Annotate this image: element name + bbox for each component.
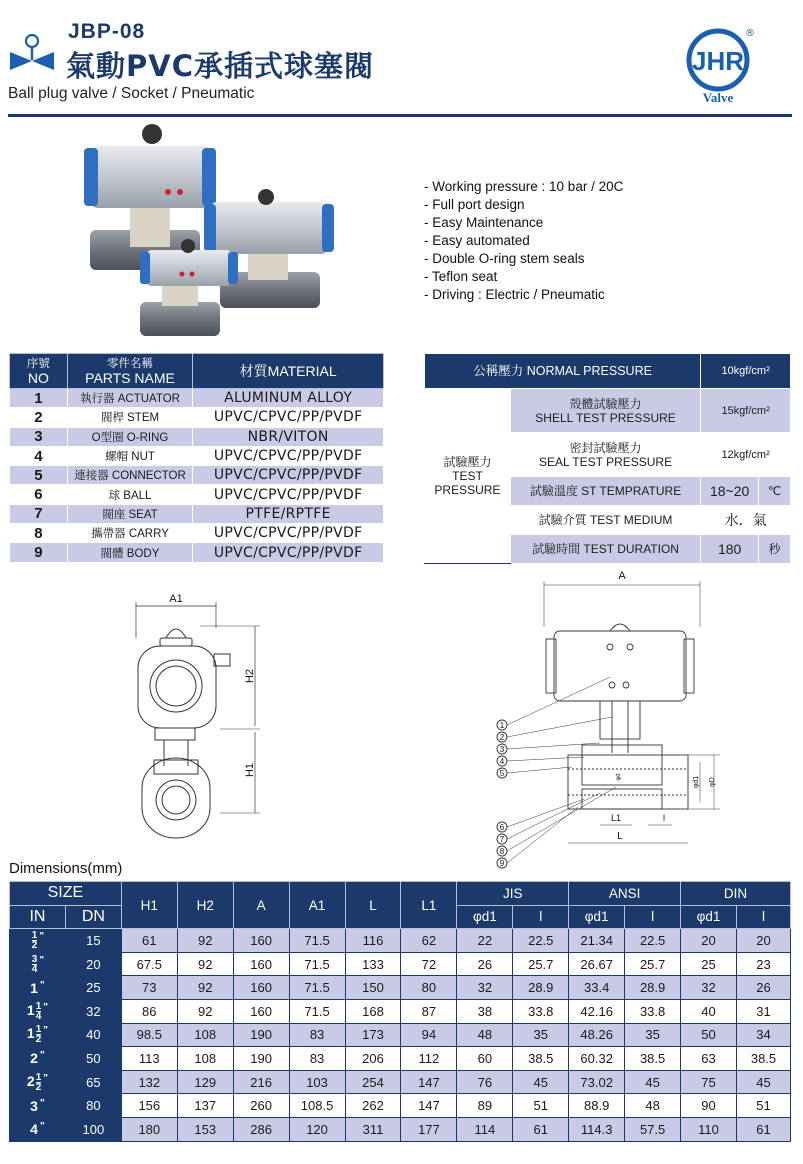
- parts-cell-material: ALUMINUM ALLOY: [193, 389, 384, 408]
- dimension-cell: 216: [233, 1070, 289, 1094]
- dim-d1-label: φd1: [693, 775, 700, 789]
- dimension-cell: 45: [737, 1070, 791, 1094]
- dimension-cell: 26: [457, 952, 513, 976]
- test-duration-label: 試驗時間 TEST DURATION: [510, 535, 700, 564]
- dimensions-title: Dimensions(mm): [9, 860, 123, 877]
- dimension-row: [10, 952, 791, 976]
- head-l1: L1: [401, 882, 457, 929]
- dimension-cell: 92: [177, 999, 233, 1023]
- callout-group: [497, 677, 616, 868]
- parts-head-no: 序號 NO: [10, 354, 68, 389]
- dimension-cell: 173: [345, 1023, 401, 1047]
- dimension-cell: 73.02: [569, 1070, 625, 1094]
- callout-8: 8: [499, 847, 505, 856]
- dimension-cell: 311: [345, 1117, 401, 1141]
- dimension-cell: 22: [457, 929, 513, 953]
- dim-d-label: φD: [709, 777, 716, 787]
- dimension-cell: 25.7: [513, 952, 569, 976]
- dimension-cell: 92: [177, 976, 233, 1000]
- dimension-cell: 20: [737, 929, 791, 953]
- dimension-cell: 60.32: [569, 1047, 625, 1071]
- dimension-cell: 262: [345, 1094, 401, 1118]
- callout-2: 2: [499, 733, 505, 742]
- dimension-cell: 76: [457, 1070, 513, 1094]
- head-jis-d1: φd1: [457, 905, 513, 929]
- dimension-cell: 32: [457, 976, 513, 1000]
- dimension-row: [10, 1117, 791, 1141]
- side-view-drawing: [120, 588, 290, 863]
- dimension-cell: 206: [345, 1047, 401, 1071]
- callout-4: 4: [499, 757, 505, 766]
- dimension-cell: 108: [177, 1023, 233, 1047]
- parts-head-material: 材質MATERIAL: [193, 354, 384, 389]
- dimension-cell: 72: [401, 952, 457, 976]
- dimension-cell: 38.5: [625, 1047, 681, 1071]
- dimension-cell: 40: [681, 999, 737, 1023]
- registered-mark: ®: [745, 28, 755, 39]
- dimensions-table: [9, 881, 791, 1142]
- callout-6: 6: [499, 823, 505, 832]
- head-h2: H2: [177, 882, 233, 929]
- parts-row: [10, 504, 384, 523]
- parts-row: [10, 524, 384, 543]
- parts-cell-name: 螺帽 NUT: [67, 446, 193, 465]
- parts-cell-no: 5: [10, 466, 68, 485]
- head-din-d1: φd1: [681, 905, 737, 929]
- dimension-cell: 71.5: [289, 929, 345, 953]
- dimension-cell: 156: [121, 1094, 177, 1118]
- parts-cell-no: 9: [10, 543, 68, 562]
- parts-table: [9, 353, 384, 563]
- dimension-cell: 63: [681, 1047, 737, 1071]
- dimension-cell: 67.5: [121, 952, 177, 976]
- head-ansi: ANSI: [569, 882, 681, 906]
- dimension-cell: 129: [177, 1070, 233, 1094]
- normal-pressure-value: 10kgf/cm²: [701, 354, 791, 389]
- dimension-cell: 71.5: [289, 976, 345, 1000]
- parts-cell-material: PTFE/RPTFE: [193, 504, 384, 523]
- dimension-cell: 51: [737, 1094, 791, 1118]
- size-inch: 2 $\frac{1}{2}$ ": [10, 1070, 66, 1094]
- dimension-cell: 147: [401, 1070, 457, 1094]
- product-subtitle: Ball plug valve / Socket / Pneumatic: [8, 85, 255, 102]
- test-duration-unit: 秒: [759, 535, 791, 564]
- size-inch: $\frac{3}{4}$ ": [10, 952, 66, 976]
- dimension-cell: 38: [457, 999, 513, 1023]
- parts-cell-name: 閥體 BODY: [67, 543, 193, 562]
- size-inch: 1 $\frac{1}{4}$ ": [10, 999, 66, 1023]
- dimension-cell: 89: [457, 1094, 513, 1118]
- dimension-cell: 160: [233, 999, 289, 1023]
- dim-small-l-label: l: [663, 813, 665, 823]
- parts-cell-no: 2: [10, 408, 68, 427]
- head-l: L: [345, 882, 401, 929]
- dimension-cell: 92: [177, 929, 233, 953]
- dim-l-label: L: [617, 831, 623, 842]
- dimension-cell: 26: [737, 976, 791, 1000]
- size-dn: 100: [65, 1117, 121, 1141]
- size-inch: 1 ": [10, 976, 66, 1000]
- test-medium-label: 試驗介質 TEST MEDIUM: [510, 506, 700, 535]
- dimension-cell: 25: [681, 952, 737, 976]
- dimension-cell: 73: [121, 976, 177, 1000]
- size-inch: $\frac{1}{2}$ ": [10, 929, 66, 953]
- test-temp-label: 試驗溫度 ST TEMPRATURE: [510, 477, 700, 506]
- dim-l1-label: L1: [610, 813, 622, 823]
- dimension-cell: 51: [513, 1094, 569, 1118]
- size-dn: 32: [65, 999, 121, 1023]
- dimension-cell: 147: [401, 1094, 457, 1118]
- dimension-cell: 137: [177, 1094, 233, 1118]
- dimension-cell: 61: [121, 929, 177, 953]
- head-din: DIN: [681, 882, 791, 906]
- parts-cell-material: UPVC/CPVC/PP/PVDF: [193, 485, 384, 504]
- dimension-cell: 28.9: [513, 976, 569, 1000]
- feature-item: - Easy automated: [424, 233, 530, 248]
- parts-row: [10, 427, 384, 446]
- dimension-cell: 35: [513, 1023, 569, 1047]
- dimension-cell: 35: [625, 1023, 681, 1047]
- dim-a-label: A: [618, 570, 626, 582]
- pressure-table: [424, 353, 791, 564]
- dimension-cell: 90: [681, 1094, 737, 1118]
- dimension-cell: 31: [737, 999, 791, 1023]
- callout-1: 1: [499, 721, 505, 730]
- logo-text: JHR: [691, 46, 745, 76]
- dimension-cell: 260: [233, 1094, 289, 1118]
- dimension-cell: 112: [401, 1047, 457, 1071]
- dimension-cell: 60: [457, 1047, 513, 1071]
- dimension-cell: 160: [233, 929, 289, 953]
- parts-cell-name: 球 BALL: [67, 485, 193, 504]
- dimension-cell: 38.5: [737, 1047, 791, 1071]
- size-inch: 1 $\frac{1}{2}$ ": [10, 1023, 66, 1047]
- dimension-cell: 33.4: [569, 976, 625, 1000]
- feature-list: [424, 178, 623, 304]
- dimension-cell: 45: [513, 1070, 569, 1094]
- dimension-cell: 150: [345, 976, 401, 1000]
- feature-item: - Driving : Electric / Pneumatic: [424, 287, 605, 302]
- parts-row: [10, 446, 384, 465]
- size-inch: 4 ": [10, 1117, 66, 1141]
- callout-3: 3: [499, 745, 505, 754]
- seal-test-label: 密封試驗壓力 SEAL TEST PRESSURE: [510, 433, 700, 477]
- parts-row: [10, 466, 384, 485]
- dimension-cell: 33.8: [625, 999, 681, 1023]
- callout-7: 7: [499, 835, 505, 844]
- dimension-cell: 116: [345, 929, 401, 953]
- dimension-cell: 286: [233, 1117, 289, 1141]
- dimension-cell: 22.5: [513, 929, 569, 953]
- dimension-cell: 48: [457, 1023, 513, 1047]
- logo-subtext: Valve: [702, 90, 734, 105]
- head-in: IN: [10, 905, 66, 929]
- dimension-cell: 114: [457, 1117, 513, 1141]
- seal-test-value: 12kgf/cm²: [701, 433, 791, 477]
- dimension-cell: 87: [401, 999, 457, 1023]
- dim-h2-label: H2: [244, 668, 256, 684]
- shell-test-label: 殼體試驗壓力 SHELL TEST PRESSURE: [510, 389, 700, 433]
- size-inch: 3 ": [10, 1094, 66, 1118]
- dimension-row: [10, 1023, 791, 1047]
- product-code: JBP-08: [68, 20, 146, 43]
- dimension-cell: 80: [401, 976, 457, 1000]
- dimension-cell: 48: [625, 1094, 681, 1118]
- header-divider: [8, 114, 792, 117]
- feature-item: - Easy Maintenance: [424, 215, 544, 230]
- dimension-cell: 42.16: [569, 999, 625, 1023]
- size-dn: 20: [65, 952, 121, 976]
- parts-cell-material: UPVC/CPVC/PP/PVDF: [193, 466, 384, 485]
- section-view-drawing: [488, 567, 728, 872]
- size-dn: 40: [65, 1023, 121, 1047]
- head-ansi-d1: φd1: [569, 905, 625, 929]
- size-dn: 65: [65, 1070, 121, 1094]
- dimension-cell: 110: [681, 1117, 737, 1141]
- dimension-cell: 61: [513, 1117, 569, 1141]
- test-medium-value: 水．氣: [701, 506, 791, 535]
- parts-cell-name: O型圈 O-RING: [67, 427, 193, 446]
- dimension-cell: 180: [121, 1117, 177, 1141]
- dimension-cell: 133: [345, 952, 401, 976]
- parts-cell-material: UPVC/CPVC/PP/PVDF: [193, 408, 384, 427]
- parts-cell-no: 6: [10, 485, 68, 504]
- dim-a1-label: A1: [169, 593, 183, 605]
- dimension-cell: 57.5: [625, 1117, 681, 1141]
- dimension-cell: 83: [289, 1047, 345, 1071]
- parts-cell-no: 8: [10, 524, 68, 543]
- dimension-row: [10, 929, 791, 953]
- dimension-cell: 132: [121, 1070, 177, 1094]
- parts-cell-name: 連接器 CONNECTOR: [67, 466, 193, 485]
- parts-cell-material: UPVC/CPVC/PP/PVDF: [193, 446, 384, 465]
- dimension-cell: 108: [177, 1047, 233, 1071]
- test-pressure-label: 試驗壓力 TEST PRESSURE: [425, 389, 511, 564]
- parts-cell-no: 7: [10, 504, 68, 523]
- parts-cell-name: 攜帶器 CARRY: [67, 524, 193, 543]
- feature-item: - Full port design: [424, 197, 525, 212]
- dimension-cell: 22.5: [625, 929, 681, 953]
- head-jis-l: l: [513, 905, 569, 929]
- head-dn: DN: [65, 905, 121, 929]
- parts-head-name: 零件名稱 PARTS NAME: [67, 354, 193, 389]
- dimension-cell: 62: [401, 929, 457, 953]
- dimension-cell: 120: [289, 1117, 345, 1141]
- dimension-cell: 190: [233, 1047, 289, 1071]
- dimension-cell: 83: [289, 1023, 345, 1047]
- test-temp-value: 18~20: [701, 477, 759, 506]
- size-dn: 50: [65, 1047, 121, 1071]
- product-photo: [70, 122, 340, 344]
- dimension-cell: 88.9: [569, 1094, 625, 1118]
- dimension-cell: 190: [233, 1023, 289, 1047]
- head-jis: JIS: [457, 882, 569, 906]
- dimension-cell: 177: [401, 1117, 457, 1141]
- parts-cell-material: UPVC/CPVC/PP/PVDF: [193, 543, 384, 562]
- parts-cell-name: 執行器 ACTUATOR: [67, 389, 193, 408]
- feature-item: - Working pressure : 10 bar / 20C: [424, 179, 624, 194]
- valve-symbol-icon: [8, 30, 56, 78]
- head-a: A: [233, 882, 289, 929]
- dimension-cell: 103: [289, 1070, 345, 1094]
- dimension-cell: 71.5: [289, 952, 345, 976]
- test-duration-value: 180: [701, 535, 759, 564]
- dimension-cell: 20: [681, 929, 737, 953]
- head-din-l: l: [737, 905, 791, 929]
- size-dn: 80: [65, 1094, 121, 1118]
- feature-item: - Double O-ring stem seals: [424, 251, 585, 266]
- parts-cell-material: UPVC/CPVC/PP/PVDF: [193, 524, 384, 543]
- dimension-cell: 33.8: [513, 999, 569, 1023]
- dimension-cell: 45: [625, 1070, 681, 1094]
- dimension-cell: 32: [681, 976, 737, 1000]
- dimension-cell: 23: [737, 952, 791, 976]
- parts-cell-no: 3: [10, 427, 68, 446]
- feature-item: - Teflon seat: [424, 269, 498, 284]
- callout-5: 5: [499, 769, 505, 778]
- dimension-cell: 98.5: [121, 1023, 177, 1047]
- size-inch: 2 ": [10, 1047, 66, 1071]
- parts-cell-no: 1: [10, 389, 68, 408]
- head-size: SIZE: [10, 882, 122, 906]
- dimension-cell: 38.5: [513, 1047, 569, 1071]
- dimension-cell: 108.5: [289, 1094, 345, 1118]
- dimension-cell: 160: [233, 976, 289, 1000]
- dimension-cell: 50: [681, 1023, 737, 1047]
- parts-row: [10, 485, 384, 504]
- dimension-cell: 48.26: [569, 1023, 625, 1047]
- dimension-cell: 94: [401, 1023, 457, 1047]
- dimension-cell: 86: [121, 999, 177, 1023]
- dimension-cell: 21.34: [569, 929, 625, 953]
- dim-d2-label: φd: [616, 773, 622, 781]
- dimension-cell: 26.67: [569, 952, 625, 976]
- dimension-cell: 25.7: [625, 952, 681, 976]
- dimension-row: [10, 1070, 791, 1094]
- dimension-row: [10, 976, 791, 1000]
- dimension-cell: 28.9: [625, 976, 681, 1000]
- size-dn: 25: [65, 976, 121, 1000]
- dimension-cell: 92: [177, 952, 233, 976]
- normal-pressure-label: 公稱壓力 NORMAL PRESSURE: [425, 354, 701, 389]
- parts-row: [10, 389, 384, 408]
- parts-cell-name: 閥座 SEAT: [67, 504, 193, 523]
- parts-cell-name: 閥桿 STEM: [67, 408, 193, 427]
- parts-row: [10, 543, 384, 562]
- head-a1: A1: [289, 882, 345, 929]
- dimension-cell: 254: [345, 1070, 401, 1094]
- test-temp-unit: ℃: [759, 477, 791, 506]
- parts-cell-no: 4: [10, 446, 68, 465]
- parts-cell-material: NBR/VITON: [193, 427, 384, 446]
- dimension-cell: 34: [737, 1023, 791, 1047]
- parts-row: [10, 408, 384, 427]
- callout-9: 9: [499, 859, 505, 868]
- dimension-cell: 75: [681, 1070, 737, 1094]
- shell-test-value: 15kgf/cm²: [701, 389, 791, 433]
- dimension-row: [10, 1047, 791, 1071]
- dimension-cell: 113: [121, 1047, 177, 1071]
- dimension-cell: 61: [737, 1117, 791, 1141]
- dimension-row: [10, 1094, 791, 1118]
- size-dn: 15: [65, 929, 121, 953]
- jhr-logo: [684, 26, 756, 106]
- head-ansi-l: l: [625, 905, 681, 929]
- dimension-cell: 114.3: [569, 1117, 625, 1141]
- head-h1: H1: [121, 882, 177, 929]
- dim-h1-label: H1: [244, 762, 256, 778]
- dimension-cell: 153: [177, 1117, 233, 1141]
- dimension-cell: 160: [233, 952, 289, 976]
- product-title: 氣動PVC承插式球塞閥: [66, 49, 374, 83]
- dimension-cell: 168: [345, 999, 401, 1023]
- dimension-cell: 71.5: [289, 999, 345, 1023]
- dimension-row: [10, 999, 791, 1023]
